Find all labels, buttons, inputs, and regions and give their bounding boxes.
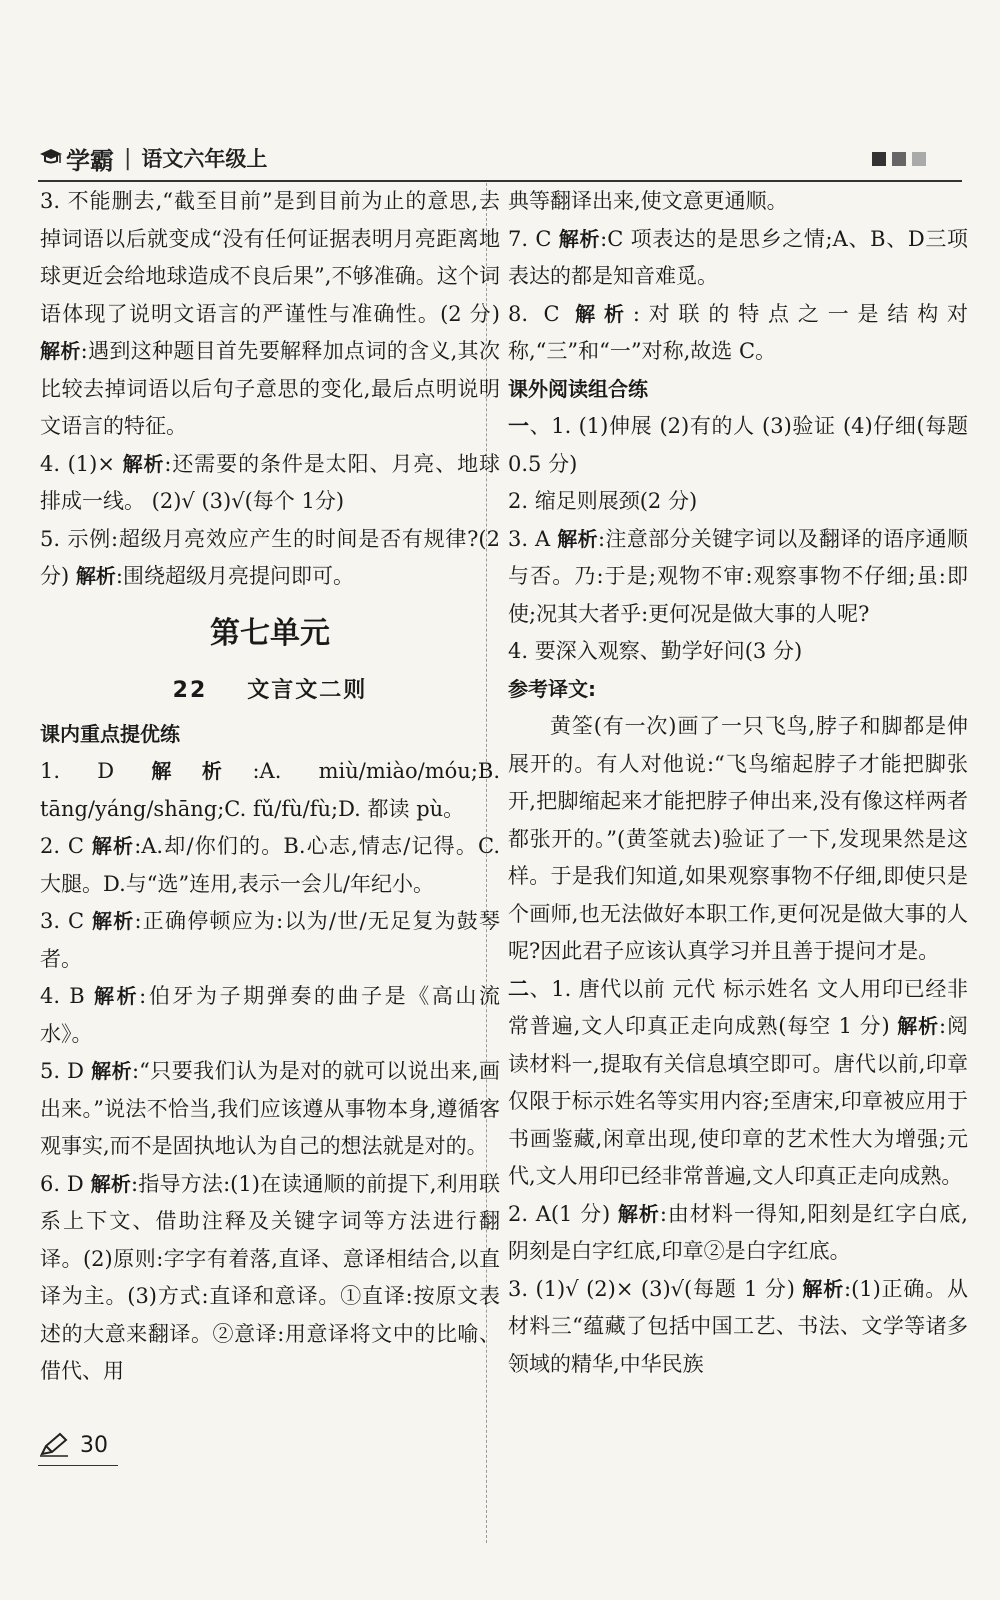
answer-item: 6. D 解析:指导方法:(1)在读通顺的前提下,利用联系上下文、借助注释及关键字词等方法进行翻译。(2)原则:字字有着落,直译、意译相结合,以直译为主。(3)方式:直译和意译。①直译:按原文表述的大意来翻译。②意译:用意译将文中的比喻、借代、用 — [40, 1171, 500, 1383]
answer-item: 3. 不能删去,“截至目前”是到目前为止的意思,去掉词语以后就变成“没有任何证据表明月亮距离地球更近会给地球造成不良后果”,不够准确。这个词语体现了说明文语言的严谨性与准确性。(2 分) 解析:遇到这种题目首先要解释加点词的含义,其次比较去掉词语以后句子意思的变化,最后点明说明文语言的特征。 — [40, 189, 501, 438]
answer-item: 3. A 解析:注意部分关键字词以及翻译的语序通顺与否。乃:于是;观物不审:观察事物不仔细;虽:即使;况其大者乎:更何况是做大事的人呢? — [508, 526, 968, 626]
footer-rule — [38, 1465, 118, 1466]
left-column — [40, 183, 500, 1391]
answer-item: 4. 要深入观察、勤学好问(3 分) — [508, 639, 803, 663]
page-footer — [38, 1425, 108, 1465]
answer-item: 4. (1)× 解析:还需要的条件是太阳、月亮、地球排成一线。 (2)√ (3)√(每个 1分) — [40, 451, 501, 513]
answer-item: 8. C 解析:对联的特点之一是结构对称,“三”和“一”对称,故选 C。 — [508, 301, 969, 363]
section-heading: 课外阅读组合练 — [508, 376, 648, 401]
page-number: 30 — [80, 1432, 108, 1458]
answer-item: 4. B 解析:伯牙为子期弹奏的曲子是《高山流水》。 — [40, 984, 500, 1046]
header-separator: | — [124, 145, 132, 171]
answer-item: 2. A(1 分) 解析:由材料一得知,阳刻是红字白底,阴刻是白字红底,印章②是白字红底。 — [508, 1201, 968, 1263]
answer-item: 5. D 解析:“只要我们认为是对的就可以说出来,画出来。”说法不恰当,我们应该遵从事物本身,遵循客观事实,而不是固执地认为自己的想法就是对的。 — [40, 1059, 500, 1158]
section-heading: 课内重点提优练 — [40, 721, 180, 746]
answer-item: 5. 示例:超级月亮效应产生的时间是否有规律?(2 分) 解析:围绕超级月亮提问即可。 — [40, 526, 500, 588]
pencil-icon — [38, 1432, 70, 1458]
answer-item: 3. (1)√ (2)× (3)√(每题 1 分) 解析:(1)正确。从材料三“蕴藏了包括中国工艺、书法、文学等诸多领域的精华,中华民族 — [508, 1276, 969, 1376]
answer-item: 二、1. 唐代以前 元代 标示姓名 文人用印已经非常普遍,文人印真正走向成熟(每空 1 分) 解析:阅读材料一,提取有关信息填空即可。唐代以前,印章仅限于标示姓名等实用内容;至唐宋,印章被应用于书画鉴藏,闲章出现,使印章的艺术性大为增强;元代,文人用印已经非常普遍,文人印真正走向成熟。 — [508, 976, 968, 1188]
unit-title: 第七单元 — [210, 615, 330, 651]
brand-name: 学霸 — [66, 146, 114, 175]
answer-item: 2. 缩足则展颈(2 分) — [508, 489, 698, 513]
answer-item: 7. C 解析:C 项表达的是思乡之情;A、B、D三项表达的都是知音难觅。 — [508, 226, 969, 288]
answer-item: 2. C 解析:A.却/你们的。B.心志,情志/记得。C. 大腿。D.与“选”连用,表示一会儿/年纪小。 — [40, 834, 501, 896]
right-column — [508, 183, 968, 1383]
book-subject: 语文六年级上 — [141, 147, 268, 171]
lesson-title: 22 文言文二则 — [172, 677, 368, 703]
reference-translation-label: 参考译文: — [508, 676, 596, 701]
answer-item: 1. D 解析:A. miù/miào/móu;B. tāng/yáng/shāng;C. fǔ/fù/fù;D. 都读 pù。 — [40, 759, 500, 821]
answer-item: 3. C 解析:正确停顿应为:以为/世/无足复为鼓琴者。 — [40, 909, 501, 971]
answer-item: 一、1. (1)伸展 (2)有的人 (3)验证 (4)仔细(每题 0.5 分) — [508, 414, 968, 476]
answer-item: 典等翻译出来,使文意更通顺。 — [508, 189, 788, 213]
page-header — [38, 138, 962, 178]
reference-translation: 黄筌(有一次)画了一只飞鸟,脖子和脚都是伸展开的。有人对他说:“飞鸟缩起脖子才能把脚张开,把脚缩起来才能把脖子伸出来,没有像这样两者都张开的。”(黄筌就去)验证了一下,发现果然是这样。于是我们知道,如果观察事物不仔细,即使只是个画师,也无法做好本职工作,更何况是做大事的人呢?因此君子应该认真学习并且善于提问才是。 — [508, 714, 968, 963]
graduation-cap-icon — [38, 145, 64, 171]
brand-logo — [38, 138, 267, 178]
header-rule — [38, 180, 962, 182]
header-decoration — [872, 152, 926, 166]
